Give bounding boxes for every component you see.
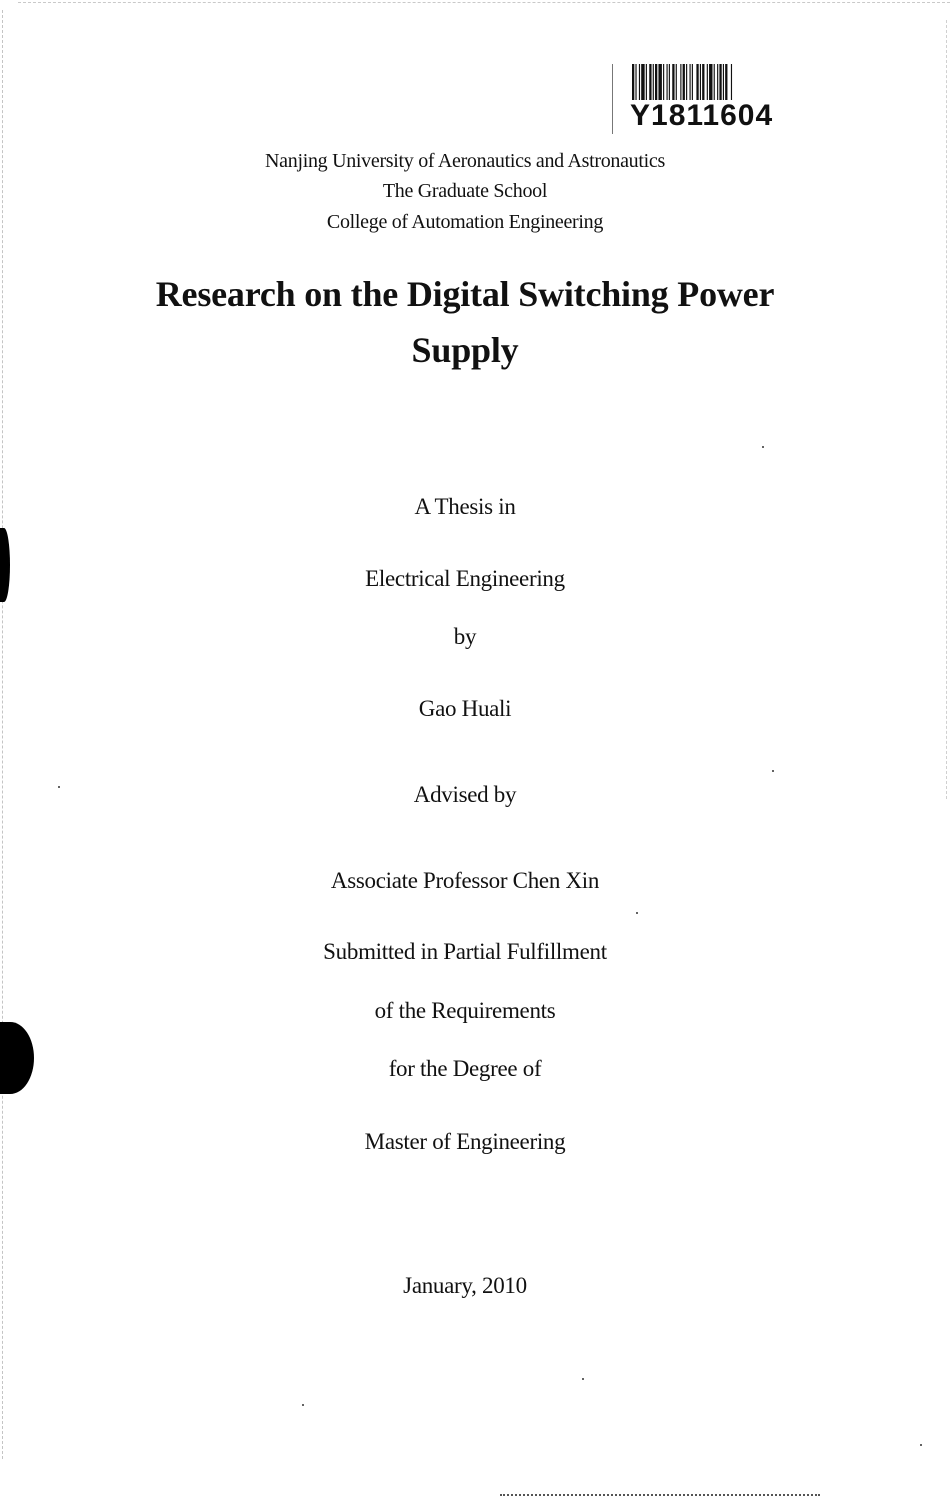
barcode-bar — [658, 64, 661, 100]
advisor-name: Associate Professor Chen Xin — [330, 868, 600, 893]
barcode-bar — [655, 64, 657, 100]
barcode-bar — [653, 64, 654, 100]
scan-speck — [636, 912, 638, 914]
advised-by-label: Advised by — [413, 782, 517, 807]
submission-line-3: for the Degree of — [388, 1056, 542, 1081]
barcode-bar — [714, 64, 715, 100]
barcode-label — [606, 58, 786, 138]
barcode-bar — [719, 64, 721, 100]
scan-edge-right — [946, 20, 947, 799]
barcode-bar — [667, 64, 668, 100]
barcode-bar — [725, 64, 727, 100]
barcode-bar — [702, 64, 704, 100]
barcode-bar — [676, 64, 677, 100]
submission-date: January, 2010 — [403, 1273, 527, 1298]
barcode-bar — [692, 64, 693, 100]
by-label: by — [453, 624, 477, 649]
barcode-bar — [723, 64, 724, 100]
barcode-bar — [690, 64, 691, 100]
barcode-bar — [700, 64, 701, 100]
submission-line-2: of the Requirements — [374, 998, 556, 1023]
barcode-bar — [683, 64, 685, 100]
barcode-bar — [632, 64, 634, 100]
barcode-bar — [707, 64, 708, 100]
barcode-bar — [731, 64, 732, 100]
barcode-bar — [669, 64, 670, 100]
college-name: College of Automation Engineering — [326, 211, 604, 233]
university-name: Nanjing University of Aeronautics and Astronautics — [265, 150, 665, 172]
barcode-number: Y1811604 — [630, 99, 774, 132]
barcode-bar — [639, 64, 640, 100]
barcode-bar — [696, 64, 698, 100]
scan-speck — [920, 1444, 922, 1446]
thesis-title-line-1: Research on the Digital Switching Power — [155, 274, 775, 314]
submission-line-1: Submitted in Partial Fulfillment — [323, 939, 607, 964]
barcode-bar — [649, 64, 651, 100]
graduate-school-name: The Graduate School — [382, 180, 548, 202]
scan-speck — [302, 1404, 304, 1406]
barcode-bar — [672, 64, 674, 100]
barcode-bar — [709, 64, 712, 100]
author-name: Gao Huali — [418, 696, 512, 721]
barcode-bar — [663, 64, 664, 100]
barcode-bar — [641, 64, 644, 100]
barcode-bar — [635, 64, 636, 100]
barcode-bar — [686, 64, 687, 100]
barcode-divider — [612, 64, 613, 134]
scan-edge-top — [18, 2, 950, 3]
scan-speck — [762, 446, 764, 448]
thesis-title-line-2: Supply — [411, 330, 519, 370]
barcode-bar — [680, 64, 681, 100]
field-of-study: Electrical Engineering — [365, 566, 565, 591]
barcode-image — [632, 64, 782, 100]
barcode-bar — [717, 64, 718, 100]
scan-speck — [582, 1378, 584, 1380]
scan-smudge-bottom — [500, 1494, 820, 1501]
scan-speck — [772, 770, 774, 772]
degree-name: Master of Engineering — [364, 1129, 566, 1154]
barcode-bar — [646, 64, 647, 100]
thesis-in-label: A Thesis in — [414, 494, 516, 519]
